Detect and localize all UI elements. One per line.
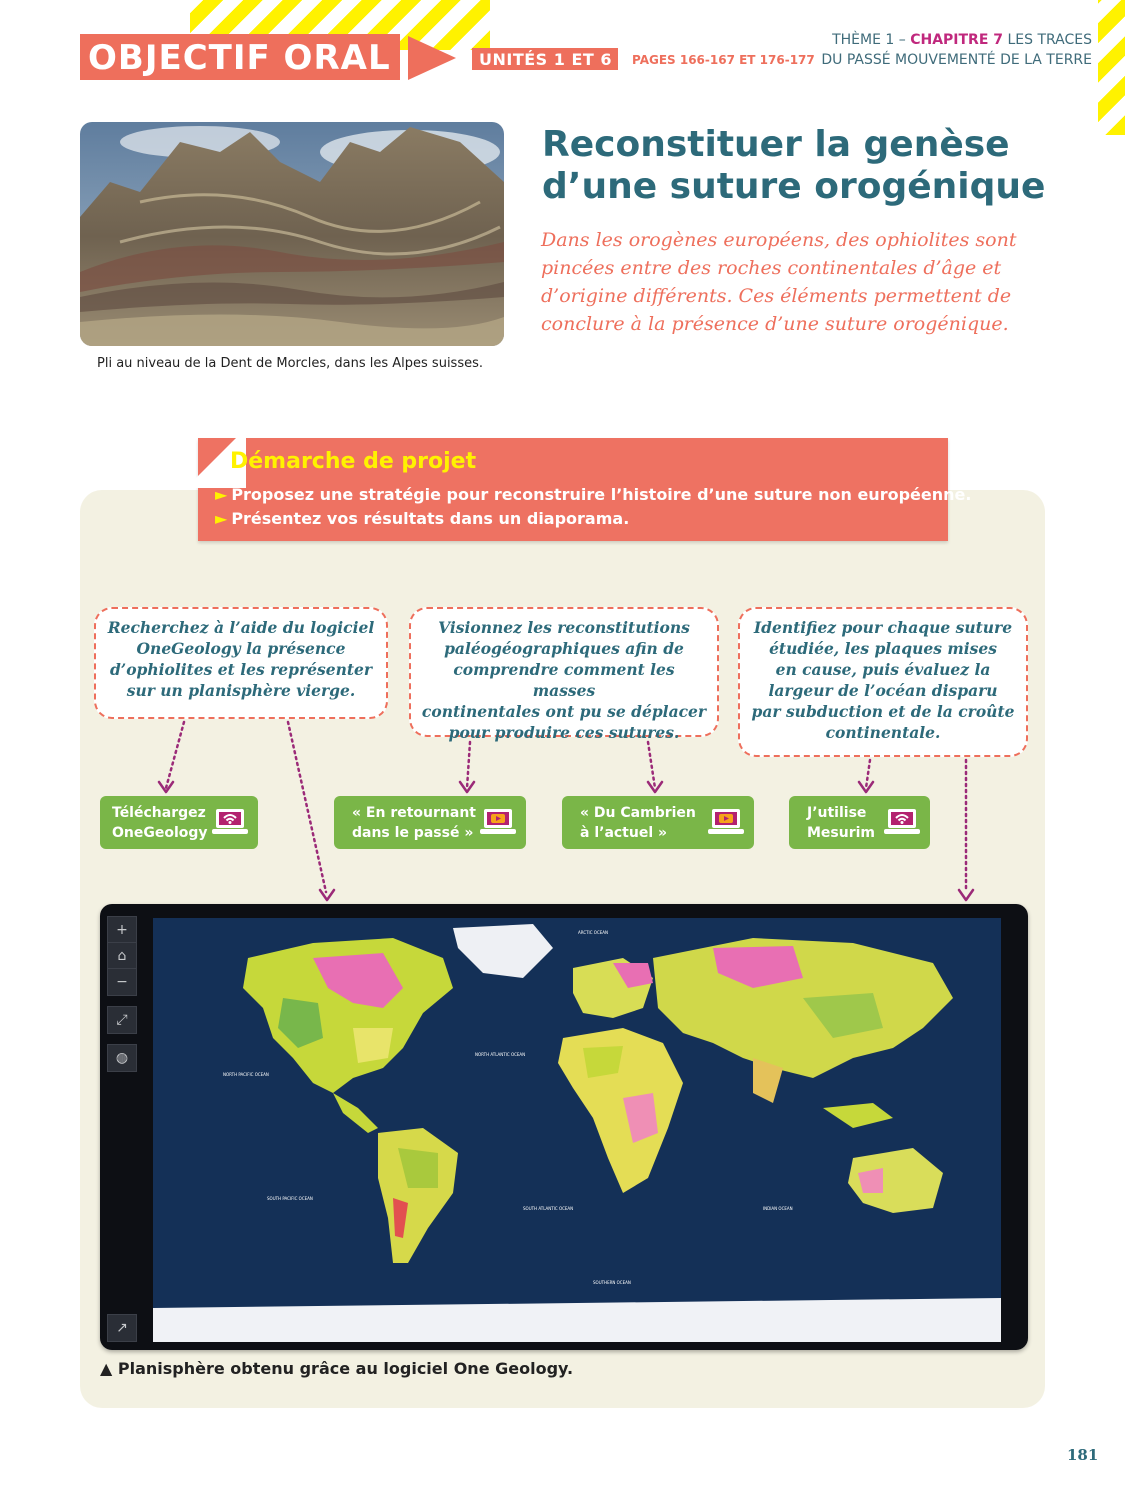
map-label-south-pacific: SOUTH PACIFIC OCEAN bbox=[267, 1196, 313, 1201]
theme-suffix: LES TRACES bbox=[1003, 32, 1092, 48]
bubble-line: comprendre comment les masses bbox=[453, 660, 675, 700]
theme-prefix: THÈME 1 – bbox=[832, 32, 911, 48]
fullscreen-button[interactable]: ⤢ bbox=[107, 1006, 137, 1034]
map-label-north-pacific: NORTH PACIFIC OCEAN bbox=[223, 1072, 269, 1077]
map-caption bbox=[100, 1359, 573, 1378]
intro-line-3: d’origine différents. Ces éléments permettent de bbox=[541, 285, 1012, 307]
map-label-north-atlantic: NORTH ATLANTIC OCEAN bbox=[475, 1052, 526, 1057]
button-label: « Du Cambrien bbox=[580, 805, 696, 821]
photo-caption: Pli au niveau de la Dent de Morcles, dans les Alpes suisses. bbox=[97, 356, 484, 371]
button-label: Mesurim bbox=[807, 825, 876, 841]
map-label-indian: INDIAN OCEAN bbox=[763, 1206, 793, 1211]
title-line-2: d’une suture orogénique bbox=[542, 166, 1046, 207]
video-en-retournant-button[interactable] bbox=[334, 796, 526, 849]
bullet-arrow-icon: ► bbox=[215, 485, 228, 504]
bubble-line: pour produire ces sutures. bbox=[448, 723, 680, 742]
zoom-out-button[interactable]: − bbox=[107, 968, 137, 996]
bubble-line: d’ophiolites et les représenter bbox=[109, 660, 373, 679]
use-mesurim-button[interactable] bbox=[789, 796, 930, 849]
bubble-line: en cause, puis évaluez la bbox=[775, 660, 991, 679]
map-label-arctic: ARCTIC OCEAN bbox=[578, 930, 608, 935]
project-title: Démarche de projet bbox=[230, 449, 477, 474]
globe-button[interactable]: ◍ bbox=[107, 1044, 137, 1072]
bubble-line: Recherchez à l’aide du logiciel bbox=[107, 618, 375, 637]
zoom-in-button[interactable]: + bbox=[107, 916, 137, 944]
bubble-line: largeur de l’océan disparu bbox=[768, 681, 998, 700]
button-label: à l’actuel » bbox=[580, 825, 668, 841]
page-number: 181 bbox=[1067, 1446, 1099, 1464]
pages-reference: PAGES 166-167 ET 176-177 bbox=[632, 53, 815, 67]
bubble-line: Identifiez pour chaque suture bbox=[753, 618, 1013, 637]
video-laptop-icon bbox=[480, 808, 516, 842]
video-laptop-icon bbox=[708, 808, 744, 842]
intro-line-4: conclure à la présence d’une suture orogénique. bbox=[541, 313, 1009, 335]
intro-line-1: Dans les orogènes européens, des ophiolites sont bbox=[541, 229, 1017, 251]
map-caption-text: Planisphère obtenu grâce au logiciel One Geology. bbox=[117, 1359, 574, 1378]
video-du-cambrien-button[interactable] bbox=[562, 796, 754, 849]
chapter-label: CHAPITRE 7 bbox=[910, 32, 1004, 48]
button-label: « En retournant bbox=[352, 805, 476, 821]
project-bullet-text: Proposez une stratégie pour reconstruire l’histoire d’une suture non européenne. bbox=[231, 485, 972, 504]
map-label-south-atlantic: SOUTH ATLANTIC OCEAN bbox=[523, 1206, 574, 1211]
bubble-line: étudiée, les plaques mises bbox=[769, 639, 997, 658]
caption-triangle-icon: ▲ bbox=[100, 1359, 113, 1378]
bubble-line: sur un planisphère vierge. bbox=[126, 681, 356, 700]
button-label: dans le passé » bbox=[352, 825, 474, 841]
bubble-line: OneGeology la présence bbox=[136, 639, 346, 658]
button-label: J’utilise bbox=[807, 805, 867, 821]
bubble-line: Visionnez les reconstitutions bbox=[438, 618, 690, 637]
map-label-southern: SOUTHERN OCEAN bbox=[593, 1280, 631, 1285]
download-onegeology-button[interactable] bbox=[100, 796, 258, 849]
objective-title: OBJECTIF ORAL bbox=[88, 38, 391, 78]
title-line-1: Reconstituer la genèse bbox=[542, 124, 1010, 165]
bubble-line: continentale. bbox=[825, 723, 941, 742]
intro-line-2: pincées entre des roches continentales d’âge et bbox=[541, 257, 1002, 279]
world-geology-map[interactable] bbox=[153, 918, 1001, 1342]
bubble-line: par subduction et de la croûte bbox=[751, 702, 1015, 721]
bubble-line: paléogéographiques afin de bbox=[444, 639, 684, 658]
button-label: OneGeology bbox=[112, 825, 208, 841]
units-label: UNITÉS 1 ET 6 bbox=[479, 50, 613, 69]
wifi-laptop-icon bbox=[884, 808, 920, 842]
bullet-arrow-icon: ► bbox=[215, 509, 228, 528]
project-bullet-text: Présentez vos résultats dans un diaporama. bbox=[231, 509, 630, 528]
button-label: Téléchargez bbox=[112, 805, 206, 821]
home-button[interactable]: ⌂ bbox=[107, 942, 137, 970]
bubble-line: continentales ont pu se déplacer bbox=[421, 702, 707, 721]
theme-line-2: DU PASSÉ MOUVEMENTÉ DE LA TERRE bbox=[821, 52, 1092, 68]
wifi-laptop-icon bbox=[212, 808, 248, 842]
expand-button[interactable]: ↗ bbox=[107, 1314, 137, 1342]
